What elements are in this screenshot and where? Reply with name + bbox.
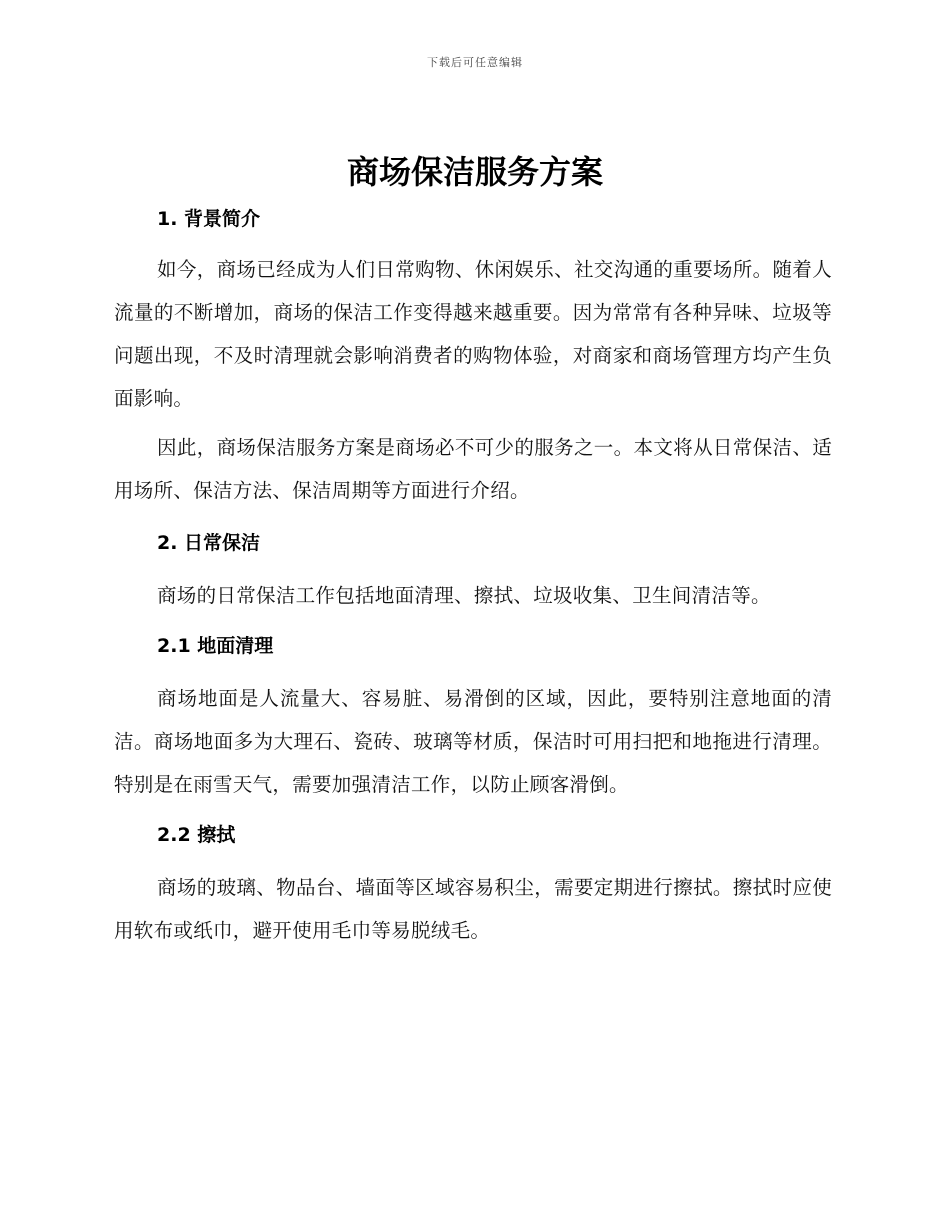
section-heading-floor-cleaning: 2.1 地面清理: [157, 635, 274, 657]
document-body: [114, 200, 832, 952]
document-title: 商场保洁服务方案: [346, 153, 603, 191]
paragraph-background-2: 因此，商场保洁服务方案是商场必不可少的服务之一。本文将从日常保洁、适用场所、保洁方法、保洁周期等方面进行介绍。: [114, 436, 832, 502]
page-header: 下载后可任意编辑: [427, 56, 523, 69]
paragraph-daily-cleaning: 商场的日常保洁工作包括地面清理、擦拭、垃圾收集、卫生间清洁等。: [157, 584, 771, 607]
section-heading-wiping: 2.2 擦拭: [157, 824, 236, 846]
section-heading-daily-cleaning: 2. 日常保洁: [157, 532, 261, 554]
paragraph-wiping: 商场的玻璃、物品台、墙面等区域容易积尘，需要定期进行擦拭。擦拭时应使用软布或纸巾，避开使用毛巾等易脱绒毛。: [114, 876, 832, 942]
section-heading-background: 1. 背景简介: [157, 208, 261, 230]
paragraph-floor-cleaning: 商场地面是人流量大、容易脏、易滑倒的区域，因此，要特别注意地面的清洁。商场地面多为大理石、瓷砖、玻璃等材质，保洁时可用扫把和地拖进行清理。特别是在雨雪天气，需要加强清洁工作，以防止顾客滑倒。: [114, 687, 832, 796]
paragraph-background-1: 如今，商场已经成为人们日常购物、休闲娱乐、社交沟通的重要场所。随着人流量的不断增加，商场的保洁工作变得越来越重要。因为常常有各种异味、垃圾等问题出现，不及时清理就会影响消费者的购物体验，对商家和商场管理方均产生负面影响。: [114, 258, 832, 410]
